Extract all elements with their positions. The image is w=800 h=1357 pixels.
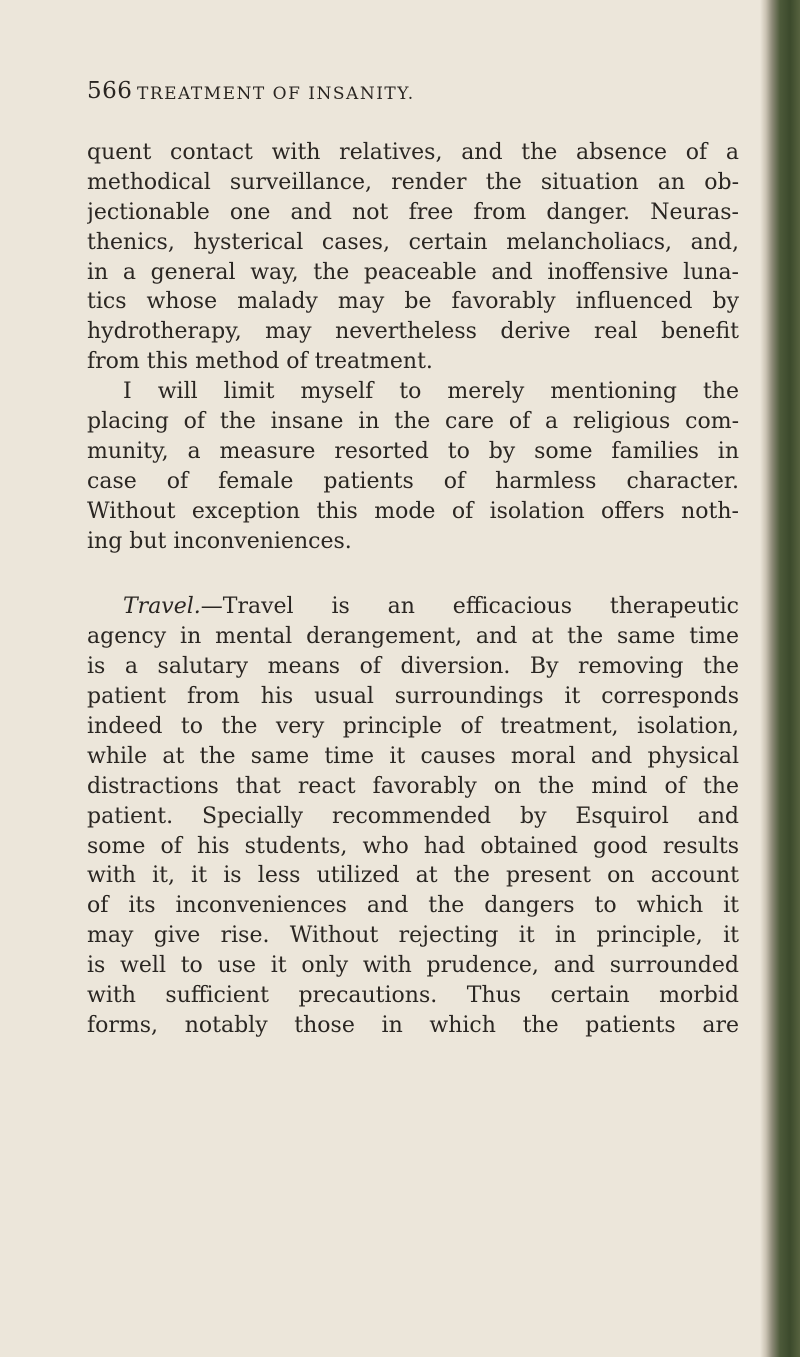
section-title: Travel. bbox=[123, 594, 201, 620]
text-line: in a general way, the peaceable and inoffensive luna- bbox=[87, 259, 739, 285]
text-line: from this method of treatment. bbox=[87, 349, 433, 375]
text-line-rest: —Travel is an efficacious therapeutic bbox=[200, 594, 739, 620]
body-text bbox=[87, 138, 739, 1041]
text-line: ing but inconveniences. bbox=[87, 528, 352, 554]
text-line: methodical surveillance, render the situation an ob- bbox=[87, 169, 739, 195]
text-line: with it, it is less utilized at the present on account bbox=[87, 863, 739, 889]
text-line: jectionable one and not free from danger. Neuras- bbox=[87, 199, 739, 225]
text-line: tics whose malady may be favorably influenced by bbox=[87, 289, 739, 315]
text-line: indeed to the very principle of treatment, isolation, bbox=[87, 714, 739, 740]
paragraph-3 bbox=[87, 592, 739, 1040]
text-line: distractions that react favorably on the mind of the bbox=[87, 773, 739, 799]
paragraph-2 bbox=[87, 377, 739, 556]
text-line: placing of the insane in the care of a religious com- bbox=[87, 409, 739, 435]
text-line: forms, notably those in which the patients are bbox=[87, 1012, 739, 1038]
running-head: TREATMENT OF INSANITY. bbox=[137, 84, 415, 104]
page-number: 566 bbox=[87, 78, 133, 104]
text-line: I will limit myself to merely mentioning the bbox=[123, 379, 739, 405]
text-line-first bbox=[87, 592, 739, 622]
text-line: Without exception this mode of isolation offers noth- bbox=[87, 498, 739, 524]
paragraph-1 bbox=[87, 138, 739, 377]
text-line: patient from his usual surroundings it corresponds bbox=[87, 684, 739, 710]
page-header bbox=[87, 78, 747, 118]
text-line: case of female patients of harmless character. bbox=[87, 468, 739, 494]
text-line: munity, a measure resorted to by some families in bbox=[87, 438, 739, 464]
binding-edge bbox=[760, 0, 800, 1357]
text-line: quent contact with relatives, and the absence of a bbox=[87, 140, 739, 165]
text-line: hydrotherapy, may nevertheless derive real benefit bbox=[87, 319, 739, 345]
text-line: agency in mental derangement, and at the same time bbox=[87, 624, 739, 650]
text-line: with sufficient precautions. Thus certain morbid bbox=[87, 983, 739, 1009]
text-line: some of his students, who had obtained good results bbox=[87, 833, 739, 859]
text-line: is a salutary means of diversion. By removing the bbox=[87, 654, 739, 680]
text-line: while at the same time it causes moral and physical bbox=[87, 743, 739, 769]
text-line: is well to use it only with prudence, and surrounded bbox=[87, 953, 739, 979]
text-line: thenics, hysterical cases, certain melancholiacs, and, bbox=[87, 229, 739, 255]
text-line: may give rise. Without rejecting it in principle, it bbox=[87, 923, 739, 949]
text-line: of its inconveniences and the dangers to which it bbox=[87, 893, 739, 919]
text-line: patient. Specially recommended by Esquirol and bbox=[87, 803, 739, 829]
paragraph-gap bbox=[87, 556, 739, 592]
